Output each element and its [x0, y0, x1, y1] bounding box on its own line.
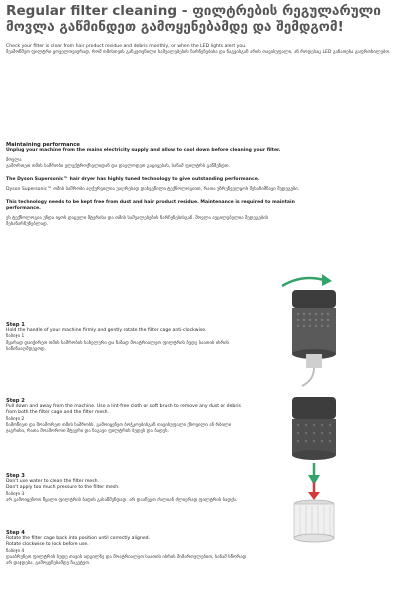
step-2-ka-label: ნაბიჯი 2	[6, 416, 25, 422]
step-1-ka-label: ნაბიჯი 1	[6, 334, 25, 340]
step-4-en2: Rotate clockwise to lock before use.	[6, 542, 89, 548]
device-filter-icon	[292, 290, 336, 368]
unplug-text: Unplug your machine from the mains electricity supply and allow to cool down before cleaning your filter.	[6, 148, 281, 153]
technology-text: This technology needs to be kept free from dust and hair product residue. Maintenance is required to maintain performance.	[6, 200, 295, 211]
warning-arrow-icon	[308, 482, 320, 500]
step-4-en: Rotate the filter cage back into position until correctly aligned.	[6, 536, 151, 542]
rotate-arrow-icon	[282, 274, 332, 286]
title-en: Regular filter cleaning -	[6, 3, 193, 19]
cable-icon	[302, 368, 314, 386]
intro-text	[6, 44, 406, 56]
unplug-ka-text: გამორთეთ თმის საშრობი ელექტროქსელიდან და დაელოდეთ გაცივებას, სანამ ფილტრს გაწმენდთ.	[6, 164, 230, 169]
step-3	[6, 473, 251, 504]
technology-ka-text: ეს ტექნოლოგია უნდა იყოს დაცული მტვრისა და თმის საშუალებების ნარჩენებისგან. მოვლა აუცილებელია შედეგების შესანარჩუნებლად.	[6, 216, 268, 227]
supersonic-text: The Dyson Supersonic™ hair dryer has highly tuned technology to give outstanding performance.	[6, 177, 260, 182]
step-4-ka-label: ნაბიჯი 4	[6, 548, 25, 554]
title-ka: ფილტრების რეგულარული მოვლა გაწმინდეთ გამოყენებამდე და შემდგომ!	[6, 3, 381, 35]
step-3-en2: Don't apply too much pressure to the filter mesh.	[6, 485, 120, 491]
step-2	[6, 398, 251, 435]
step-1-en: Hold the handle of your machine firmly and gently rotate the filter cage anti-clockwise.	[6, 328, 207, 334]
step-3-en: Don't use water to clean the filter mesh.	[6, 479, 100, 485]
step-1-number: Step 1	[6, 322, 25, 328]
unplug-ka-label: მოვლა	[6, 158, 22, 163]
step-4-number: Step 4	[6, 530, 25, 536]
step-3-number: Step 3	[6, 473, 25, 479]
page-title	[6, 4, 410, 35]
device-top-illustration	[262, 395, 372, 490]
supersonic-ka-text: Dyson Supersonic™ თმის საშრობი აღჭურვილია უაღრესად დახვეწილი ტექნოლოგიით, რათა უზრუნველყოს შესანიშნავი შედეგები.	[6, 187, 300, 192]
step-2-number: Step 2	[6, 398, 25, 404]
intro-ka: შეამოწმეთ ფილტრი ყოველთვიურად, რომ თმისთვის განკუთვნილი საშუალებების ნარჩენებისა და ნაგვისგან არის თავისუფალი, ან როდესაც LED განათება გაფრთხილებთ.	[6, 50, 391, 56]
maintaining-section	[6, 142, 306, 232]
device-filter-illustration	[262, 268, 372, 388]
step-2-ka: ჩამოწიეთ და მოაშორეთ თმის საშრობს. გამოიყენეთ ბოჭკოებისგან თავისუფალი ქსოვილი ან რბილი ჯაგრისი, რათა მოაშოროთ მტვერი და ნაგავი ფილტრის ბუდეს და ბადეს.	[6, 422, 232, 435]
filter-cage-icon	[294, 500, 334, 542]
filter-cage-illustration	[262, 480, 372, 550]
step-1	[6, 322, 251, 353]
step-4-ka: დააბრუნეთ ფილტრის ბუდე თავის ადგილზე და მოატრიალეთ საათის ისრის მიმართულებით, სანამ სწორად არ დაჯდება. გამოყენებამდე ჩაკეტეთ.	[6, 554, 247, 567]
maintaining-heading: Maintaining performance	[6, 142, 80, 148]
step-3-ka: არ გამოიყენოთ წყალი ფილტრის ბადის გასაწმენდად. არ დააწვეთ ძალიან ძლიერად ფილტრის ბადეს.	[6, 497, 238, 503]
step-3-ka-label: ნაბიჯი 3	[6, 491, 25, 497]
step-2-en: Pull down and away from the machine. Use a lint-free cloth or soft brush to remove any dust or debris from both the filter cage and the filter mesh.	[6, 404, 241, 416]
step-1-ka: მყარად დაიჭირეთ თმის საშრობის სახელური და ნაზად მოატრიალეთ ფილტრის ბუდე საათის ისრის საწინააღმდეგოდ.	[6, 340, 229, 352]
step-4	[6, 530, 251, 567]
intro-en: Check your filter is clear from hair product residue and debris monthly, or when the LED lights alert you.	[6, 44, 247, 49]
device-top-icon	[292, 397, 336, 460]
